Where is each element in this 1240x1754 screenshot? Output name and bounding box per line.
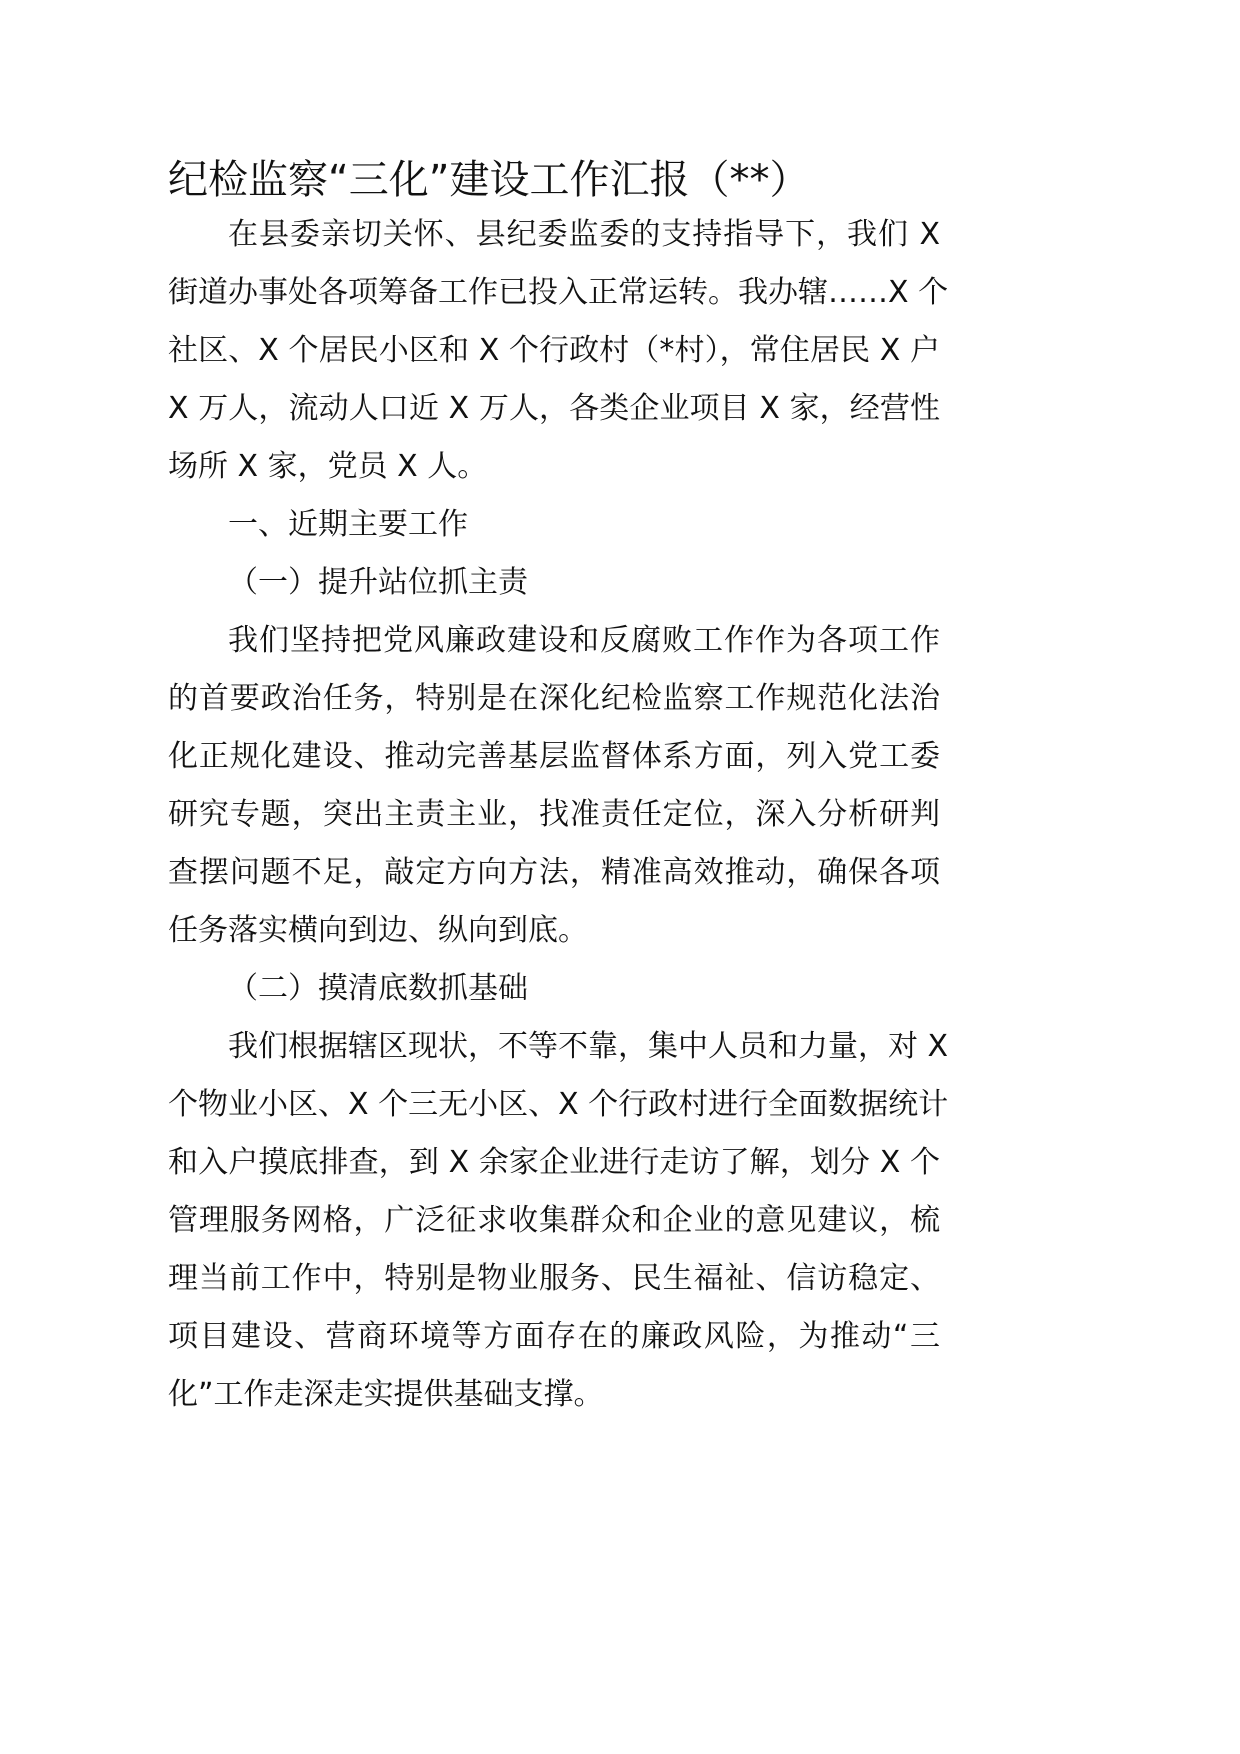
text-line: 化”工作走深走实提供基础支撑。: [168, 1377, 604, 1412]
text-line: 化正规化建设、推动完善基层监督体系方面，列入党工委: [168, 739, 940, 774]
text-line: （二）摸清底数抓基础: [228, 971, 528, 1006]
document-title: 纪检监察“三化”建设工作汇报（**）: [168, 157, 810, 203]
text-line: 和入户摸底排查，到 X 余家企业进行走访了解，划分 X 个: [168, 1145, 940, 1180]
text-line: 街道办事处各项筹备工作已投入正常运转。我办辖……X 个: [168, 275, 949, 310]
text-line: 在县委亲切关怀、县纪委监委的支持指导下，我们 X: [228, 217, 940, 252]
text-line: 查摆问题不足，敲定方向方法，精准高效推动，确保各项: [168, 855, 940, 890]
text-line: 的首要政治任务，特别是在深化纪检监察工作规范化法治: [168, 681, 940, 716]
text-line: 一、近期主要工作: [228, 507, 468, 542]
document-body: [168, 206, 949, 1424]
text-line: 项目建设、营商环境等方面存在的廉政风险，为推动“三: [168, 1319, 940, 1354]
text-line: 管理服务网格，广泛征求收集群众和企业的意见建议，梳: [168, 1203, 940, 1238]
text-line: 研究专题，突出主责主业，找准责任定位，深入分析研判: [168, 797, 940, 832]
text-line: 理当前工作中，特别是物业服务、民生福祉、信访稳定、: [168, 1261, 940, 1296]
text-line: 任务落实横向到边、纵向到底。: [168, 913, 588, 948]
text-line: 个物业小区、X 个三无小区、X 个行政村进行全面数据统计: [168, 1087, 949, 1122]
text-line: （一）提升站位抓主责: [228, 565, 528, 600]
text-line: 社区、X 个居民小区和 X 个行政村（*村），常住居民 X 户: [168, 333, 940, 368]
text-line: 我们坚持把党风廉政建设和反腐败工作作为各项工作: [228, 623, 940, 658]
text-line: 场所 X 家，党员 X 人。: [168, 449, 488, 484]
text-line: X 万人，流动人口近 X 万人，各类企业项目 X 家，经营性: [168, 391, 940, 426]
text-line: 我们根据辖区现状，不等不靠，集中人员和力量，对 X: [228, 1029, 949, 1064]
